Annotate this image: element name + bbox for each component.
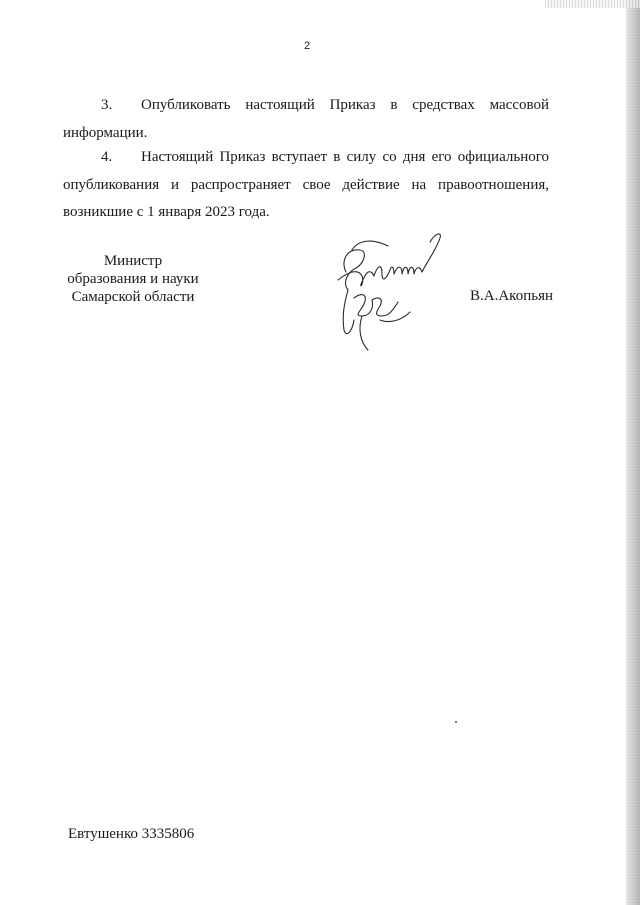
paragraph-4 xyxy=(63,144,549,227)
paragraph-3-text: Опубликовать настоящий Приказ в средствах массовой информации. xyxy=(63,97,549,141)
handwritten-signature xyxy=(318,220,448,360)
paragraph-4-text: Настоящий Приказ вступает в силу со дня его официального опубликования и распространяет свое действие на правоотношения, возникшие с 1 января 2023 года. xyxy=(63,149,549,220)
position-line-1: Министр xyxy=(103,253,163,269)
executor-note: Евтушенко 3335806 xyxy=(68,826,195,842)
scan-edge-noise xyxy=(626,0,640,905)
paragraph-3 xyxy=(63,92,549,147)
paragraph-3-number: 3. xyxy=(101,97,113,113)
position-line-2: образования и науки xyxy=(67,271,199,287)
paragraph-4-number: 4. xyxy=(101,149,113,165)
scan-top-noise xyxy=(545,0,640,8)
signatory-name: В.А.Акопьян xyxy=(470,288,553,304)
page-number: 2 xyxy=(303,40,311,52)
position-line-3: Самарской области xyxy=(71,289,195,305)
signatory-position xyxy=(63,252,203,306)
scan-speck xyxy=(455,721,457,723)
